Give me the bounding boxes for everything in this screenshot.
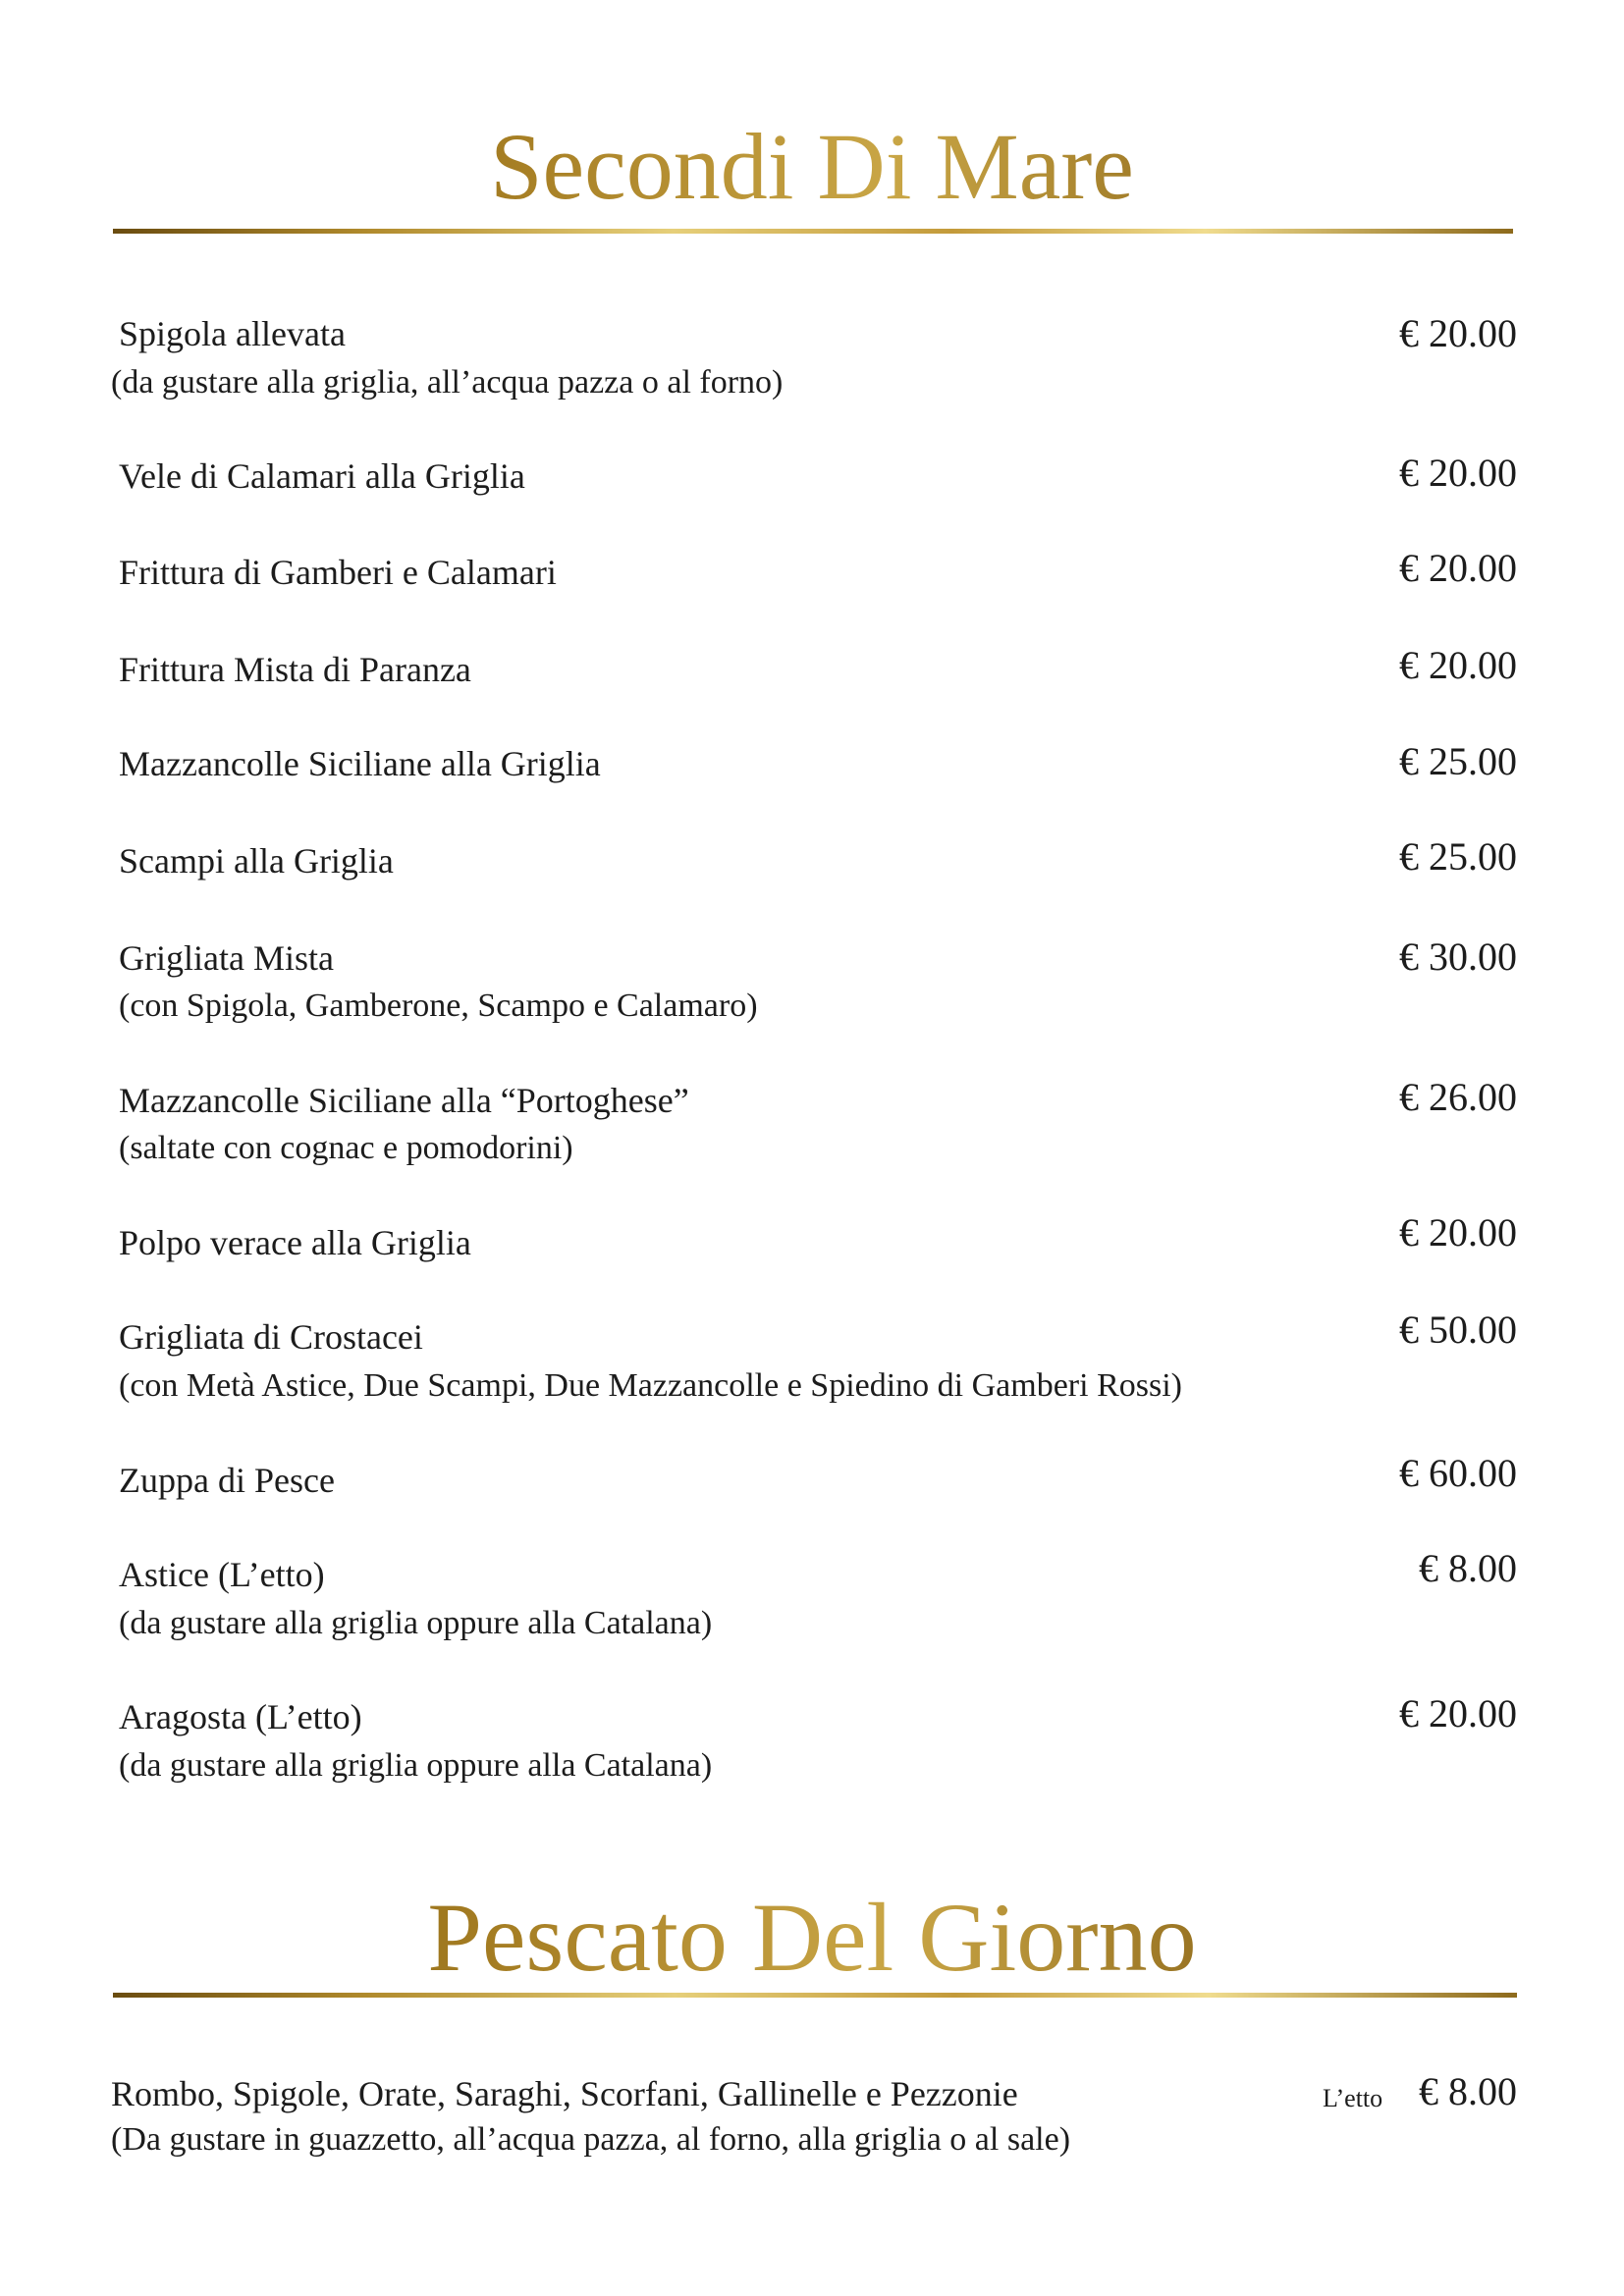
item-description: (saltate con cognac e pomodorini) bbox=[119, 1130, 573, 1166]
item-price: € 20.00 bbox=[1399, 451, 1517, 495]
item-name: Grigliata di Crostacei bbox=[119, 1317, 423, 1357]
item-name: Frittura Mista di Paranza bbox=[119, 650, 471, 689]
item-price: € 25.00 bbox=[1399, 834, 1517, 879]
item-price: € 20.00 bbox=[1399, 1210, 1517, 1255]
item-name: Scampi alla Griglia bbox=[119, 841, 394, 881]
item-description: (con Metà Astice, Due Scampi, Due Mazzancolle e Spiedino di Gamberi Rossi) bbox=[119, 1367, 1182, 1404]
item-description: (con Spigola, Gamberone, Scampo e Calamaro) bbox=[119, 988, 758, 1024]
item-price: € 26.00 bbox=[1399, 1075, 1517, 1119]
item-price: € 20.00 bbox=[1399, 311, 1517, 355]
item-name: Vele di Calamari alla Griglia bbox=[119, 456, 525, 496]
section-title-secondi-di-mare: Secondi Di Mare bbox=[0, 120, 1624, 214]
item-name: Mazzancolle Siciliane alla “Portoghese” bbox=[119, 1081, 689, 1120]
item-name: Aragosta (L’etto) bbox=[119, 1697, 362, 1736]
item-description: (da gustare alla griglia oppure alla Catalana) bbox=[119, 1605, 713, 1641]
item-name: Frittura di Gamberi e Calamari bbox=[119, 553, 557, 592]
item-name: Grigliata Mista bbox=[119, 938, 334, 978]
item-name: Astice (L’etto) bbox=[119, 1555, 325, 1594]
item-name: Spigola allevata bbox=[119, 314, 346, 353]
item-name: Mazzancolle Siciliane alla Griglia bbox=[119, 744, 601, 783]
item-price: € 8.00 bbox=[1419, 2069, 1517, 2113]
item-price: € 60.00 bbox=[1399, 1451, 1517, 1495]
item-price: € 20.00 bbox=[1399, 643, 1517, 687]
item-price: € 50.00 bbox=[1399, 1308, 1517, 1352]
item-name: Zuppa di Pesce bbox=[119, 1461, 335, 1500]
item-price: € 8.00 bbox=[1419, 1546, 1517, 1590]
unit-label: L’etto bbox=[1323, 2084, 1383, 2112]
section-title-pescato-del-giorno: Pescato Del Giorno bbox=[0, 1889, 1624, 1987]
gold-divider bbox=[113, 1993, 1517, 1998]
item-description: (da gustare alla griglia, all’acqua pazza o al forno) bbox=[111, 364, 784, 400]
item-description: (Da gustare in guazzetto, all’acqua pazza, al forno, alla griglia o al sale) bbox=[111, 2121, 1071, 2158]
item-price: € 25.00 bbox=[1399, 739, 1517, 783]
item-price: € 20.00 bbox=[1399, 1691, 1517, 1735]
item-description: (da gustare alla griglia oppure alla Catalana) bbox=[119, 1747, 713, 1784]
item-name: Polpo verace alla Griglia bbox=[119, 1223, 471, 1262]
item-name: Rombo, Spigole, Orate, Saraghi, Scorfani, Gallinelle e Pezzonie bbox=[111, 2074, 1018, 2113]
item-price: € 20.00 bbox=[1399, 546, 1517, 590]
gold-divider bbox=[113, 229, 1513, 234]
item-price: € 30.00 bbox=[1399, 934, 1517, 979]
